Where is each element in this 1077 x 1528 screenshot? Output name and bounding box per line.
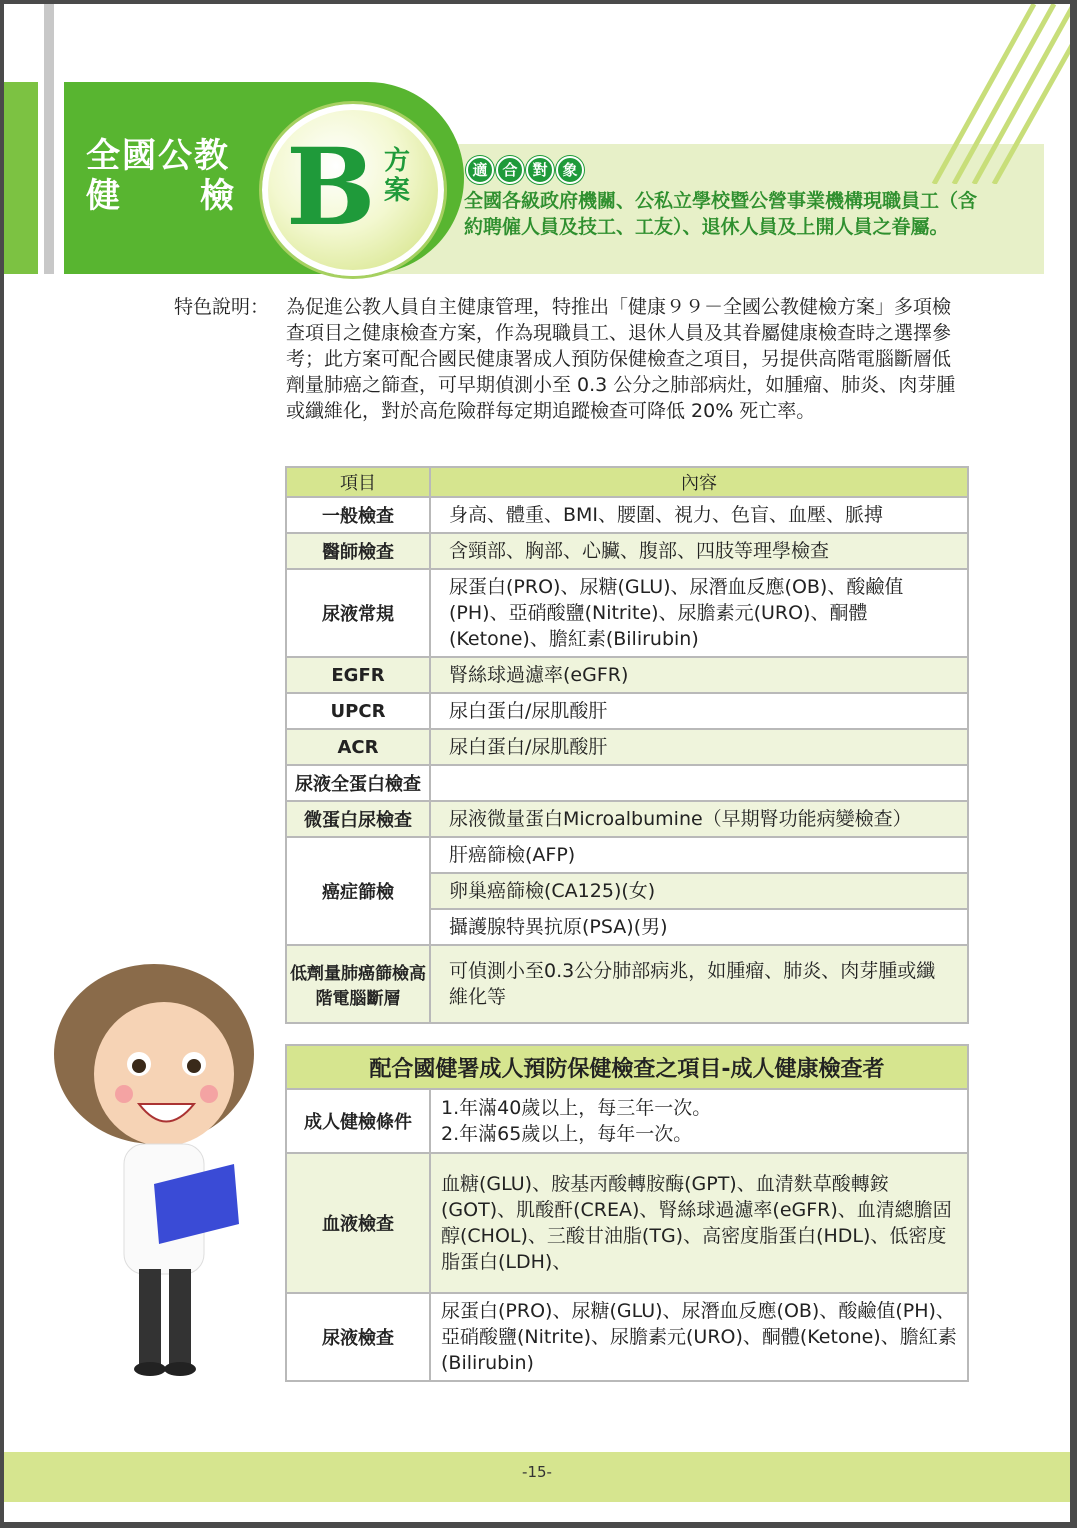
title-line2 bbox=[86, 176, 236, 216]
table-row bbox=[286, 657, 968, 693]
table-row bbox=[286, 801, 968, 837]
title-char-a: 健 bbox=[86, 176, 122, 216]
table-row bbox=[286, 765, 968, 801]
row-key: 一般檢查 bbox=[286, 497, 430, 533]
page-number: -15- bbox=[522, 1463, 552, 1481]
row-key: 微蛋白尿檢查 bbox=[286, 801, 430, 837]
table-row bbox=[286, 1293, 968, 1381]
table-title-row bbox=[286, 1045, 968, 1089]
row-value: 含頸部、胸部、心臟、腹部、四肢等理學檢查 bbox=[430, 533, 968, 569]
target-char: 合 bbox=[496, 156, 524, 184]
header-content: 內容 bbox=[430, 467, 968, 497]
row-key: 成人健檢條件 bbox=[286, 1089, 430, 1153]
target-char: 適 bbox=[466, 156, 494, 184]
cartoon-girl-illustration bbox=[44, 964, 284, 1384]
row-key: 醫師檢查 bbox=[286, 533, 430, 569]
row-key: 低劑量肺癌篩檢高階電腦斷層 bbox=[286, 945, 430, 1023]
row-key: 尿液檢查 bbox=[286, 1293, 430, 1381]
table-row bbox=[286, 693, 968, 729]
table-row bbox=[286, 945, 968, 1023]
page bbox=[4, 4, 1070, 1522]
table-row bbox=[286, 533, 968, 569]
row-value: 尿白蛋白/尿肌酸肝 bbox=[430, 693, 968, 729]
row-key: ACR bbox=[286, 729, 430, 765]
row-key: UPCR bbox=[286, 693, 430, 729]
page-title bbox=[86, 136, 236, 216]
table-title: 配合國健署成人預防保健檢查之項目-成人健康檢查者 bbox=[286, 1045, 968, 1089]
row-key: EGFR bbox=[286, 657, 430, 693]
row-key: 尿液常規 bbox=[286, 569, 430, 657]
target-char: 對 bbox=[526, 156, 554, 184]
stripes-decoration bbox=[924, 4, 1070, 184]
target-text: 全國各級政府機關、公私立學校暨公營事業機構現職員工（含約聘僱人員及技工、工友）、退休人員及上開人員之眷屬。 bbox=[464, 190, 978, 238]
target-label bbox=[466, 156, 584, 184]
row-value: 尿白蛋白/尿肌酸肝 bbox=[430, 729, 968, 765]
row-value: 攝護腺特異抗原(PSA)(男) bbox=[430, 909, 968, 945]
exam-table bbox=[285, 466, 969, 1024]
page-footer bbox=[4, 1452, 1070, 1502]
row-value bbox=[430, 765, 968, 801]
row-value: 尿蛋白(PRO)、尿糖(GLU)、尿潛血反應(OB)、酸鹼值(PH)、亞硝酸鹽(Nitrite)、尿膽素元(URO)、酮體(Ketone)、膽紅素(Bilirubin) bbox=[430, 569, 968, 657]
row-value: 血糖(GLU)、胺基丙酸轉胺酶(GPT)、血清麩草酸轉銨(GOT)、肌酸酐(CREA)、腎絲球過濾率(eGFR)、血清總膽固醇(CHOL)、三酸甘油脂(TG)、高密度脂蛋白(HDL)、低密度脂蛋白(LDH)、 bbox=[430, 1153, 968, 1293]
row-value: 尿蛋白(PRO)、尿糖(GLU)、尿潛血反應(OB)、酸鹼值(PH)、亞硝酸鹽(Nitrite)、尿膽素元(URO)、酮體(Ketone)、膽紅素(Bilirubin) bbox=[430, 1293, 968, 1381]
row-value: 尿液微量蛋白Microalbumine（早期腎功能病變檢查） bbox=[430, 801, 968, 837]
row-key: 癌症篩檢 bbox=[286, 837, 430, 945]
row-key: 尿液全蛋白檢查 bbox=[286, 765, 430, 801]
table-row bbox=[286, 497, 968, 533]
row-value: 腎絲球過濾率(eGFR) bbox=[430, 657, 968, 693]
plan-suffix: 方案 bbox=[384, 146, 411, 206]
table-row bbox=[286, 1089, 968, 1153]
row-value: 可偵測小至0.3公分肺部病兆，如腫瘤、肺炎、肉芽腫或纖維化等 bbox=[430, 945, 968, 1023]
plan-badge bbox=[262, 104, 444, 276]
adult-exam-table bbox=[285, 1044, 969, 1382]
table-row bbox=[286, 1153, 968, 1293]
target-char: 象 bbox=[556, 156, 584, 184]
plan-letter: B bbox=[286, 124, 376, 249]
green-accent-bar bbox=[4, 82, 38, 274]
title-char-b: 檢 bbox=[200, 176, 236, 216]
row-value: 卵巢癌篩檢(CA125)(女) bbox=[430, 873, 968, 909]
header-item: 項目 bbox=[286, 467, 430, 497]
feature-text: 為促進公教人員自主健康管理，特推出「健康９９－全國公教健檢方案」多項檢查項目之健康檢查方案，作為現職員工、退休人員及其眷屬健康檢查時之選擇參考；此方案可配合國民健康署成人預防保健檢查之項目，另提供高階電腦斷層低劑量肺癌之篩查，可早期偵測小至 0.3 公分之肺部病灶，如腫瘤、肺炎、肉芽腫或纖維化，對於高危險群每定期追蹤檢查可降低 20% 死亡率。 bbox=[286, 296, 956, 422]
table-row bbox=[286, 729, 968, 765]
row-value: 肝癌篩檢(AFP) bbox=[430, 837, 968, 873]
feature-label: 特色說明： bbox=[174, 296, 270, 318]
row-value: 1.年滿40歲以上，每三年一次。 2.年滿65歲以上，每年一次。 bbox=[430, 1089, 968, 1153]
row-value: 身高、體重、BMI、腰圍、視力、色盲、血壓、脈搏 bbox=[430, 497, 968, 533]
feature-description bbox=[174, 294, 974, 424]
table-header-row bbox=[286, 467, 968, 497]
title-line1: 全國公教 bbox=[86, 136, 230, 176]
table-row bbox=[286, 837, 968, 873]
vertical-divider bbox=[44, 4, 54, 274]
table-row bbox=[286, 569, 968, 657]
row-key: 血液檢查 bbox=[286, 1153, 430, 1293]
